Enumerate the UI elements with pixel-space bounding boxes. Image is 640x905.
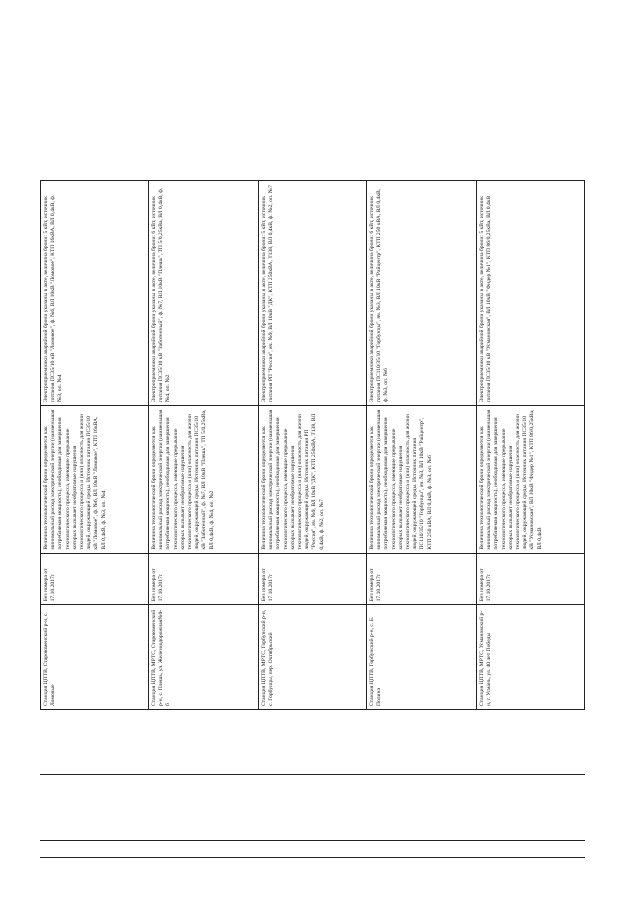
emergency-reserve-cell: Электроприемники аварийной брони указаны в акте, величина брони: 5 кВт, источник питания ПС35/10 кВ "Ломовое", ф. №6, ВЛ 10кВ "Ломовое", КТП 16кВА, ВЛ 0,4кВ, ф. №3, оп. №4 — [43, 194, 64, 403]
act-cell: Без номера от 17.10.2017г — [149, 553, 258, 605]
tech-reserve-cell: Величина технологической брони определяется как минимальный расход электрической энергии (наименьшая потребляемая мощность), необходимая для завершения технологического процесса, имеющие прерывание которых вызывает необратимые нарушения технологического процесса и (или) опасность для жизни людей, окружающей среды. Источник питания ПС110/35/10 "Горбунцы", яч. №3, ВЛ 10кВ "Райцентр", КТП 250 кВА, ВЛ 0,4кВ, ф. №3, оп. №6 — [367, 405, 476, 552]
tech-reserve-cell: Величина технологической брони определяется как минимальный расход электрической энергии (наименьшая потребляемая мощность), необходимая для завершения технологического процесса, имеющие прерывание которых вызывает необратимые нарушения технологического процесса и (или) опасность для жизни людей, окружающей среды. Источник питания ПС35/10 кВ "Усмановская", ВЛ 10кВ "Фидер №1", КТП 86/0,25кВа, ВЛ 0,4кВ — [477, 405, 584, 552]
object-cell: Станция ЦПТВ, МРТС, Усмановский р-н, г. Усмань, ул. 40 лет Победы — [477, 604, 584, 709]
act-cell: Без номера от 17.10.2017г — [259, 553, 366, 605]
object-cell: Станция ЦПТВ, Староюменский р-н, с. Ломовые — [41, 604, 148, 709]
divider-line — [40, 774, 585, 775]
table-row — [259, 181, 367, 709]
act-cell: Без номера от 17.10.2017г — [477, 553, 584, 605]
emergency-reserve-cell: Электроприемники аварийной брони указаны в акте, величина брони: 6 кВт, источник питания ПС110/35/10 "Горбунцы", яч. №3, ВЛ 10кВ "Райцентр", КТП 250 кВА, ВЛ 0,4кВ, ф. №3, оп. №6 — [369, 188, 390, 403]
object-cell: Станция ЦПТВ, Горбунский р-н, с. Б. Полина — [367, 604, 476, 709]
table-row — [149, 181, 259, 709]
table-row — [367, 181, 477, 709]
table-row — [477, 181, 584, 709]
object-cell: Станция ЦПТВ, МРТС, Горбунский р-н, с. Горбунцы, пер. Октябрьский — [259, 604, 366, 709]
tech-reserve-cell: Величина технологической брони определяется как минимальный расход электрической энергии (наименьшая потребляемая мощность), необходимая для завершения технологического процесса, имеющие прерывание которых вызывает необратимые нарушения технологического процесса и (или) опасность для жизни людей, окружающей среды. Источник питания ПС35/10 кВ "Ломовое", ф. №6, ВЛ 10кВ "Ломовое", КТП 16кВА, ВЛ 0,4кВ, ф. №3, оп. №4 — [41, 405, 148, 552]
act-cell: Без номера от 17.10.2017г — [367, 553, 476, 605]
divider-line — [40, 857, 585, 858]
act-cell: Без номера от 17.10.2017г — [41, 553, 148, 605]
emergency-reserve-cell: Электроприемники аварийной брони указаны в акте, величина брони: 5 кВт, источник питания ПС35/10 кВ "Усмановская", ВЛ 10кВ "Фидер №1", КТП 86/0,25кВа, ВЛ 0,4кВ — [479, 195, 493, 403]
tech-reserve-cell: Величина технологической брони определяется как минимальный расход электрической энергии (наименьшая потребляемая мощность), необходимая для завершения технологического процесса, имеющие прерывание которых вызывает необратимые нарушения технологического процесса и (или) опасность для жизни людей, окружающей среды. Источник питания ПС35/10 кВ "Заботенный", ф. №7, ВЛ 10кВ "Плешь", ТП 5/0,25кВа, ВЛ 0,4кВ, ф. №4, оп. №2 — [149, 405, 258, 552]
tech-reserve-cell: Величина технологической брони определяется как минимальный расход электрической энергии (наименьшая потребляемая мощность), необходимая для завершения технологического процесса, имеющие прерывание которых вызывает необратимые нарушения технологического процесса и (или) опасность для жизни людей, окружающей среды. Источник питания РП "Россия", яч. №9, ВЛ 10кВ "ДК", КТП 250кВА, Т138, ВЛ 0,4кВ, ф. №2, оп. №7 — [259, 405, 366, 552]
divider-line — [40, 840, 585, 841]
rotated-table-container — [40, 180, 585, 710]
emergency-reserve-cell: Электроприемники аварийной брони указаны в акте, величина брони: 5 кВт, источник питания РП "Россия", яч. №9, ВЛ 10кВ "ДК", КТП 250кВА, Т138, ВЛ 0,4кВ, ф. №2, оп. №7 — [261, 185, 275, 403]
technology-reserve-table — [40, 180, 585, 710]
emergency-reserve-cell: Электроприемники аварийной брони указаны в акте, величина брони: 6 кВт, источник питания ПС35/10 кВ "Заботенный", ф. №7, ВЛ 10кВ "Плешь", ТП 5/0,25кВа, ВЛ 0,4кВ, ф. №4, оп. №2 — [151, 187, 172, 403]
table-row — [41, 181, 149, 709]
object-cell: Станция ЦПТВ, МРТС, Староюменский р-н, с. Плешь, ул. Железнодорожная№9-б — [149, 604, 258, 709]
